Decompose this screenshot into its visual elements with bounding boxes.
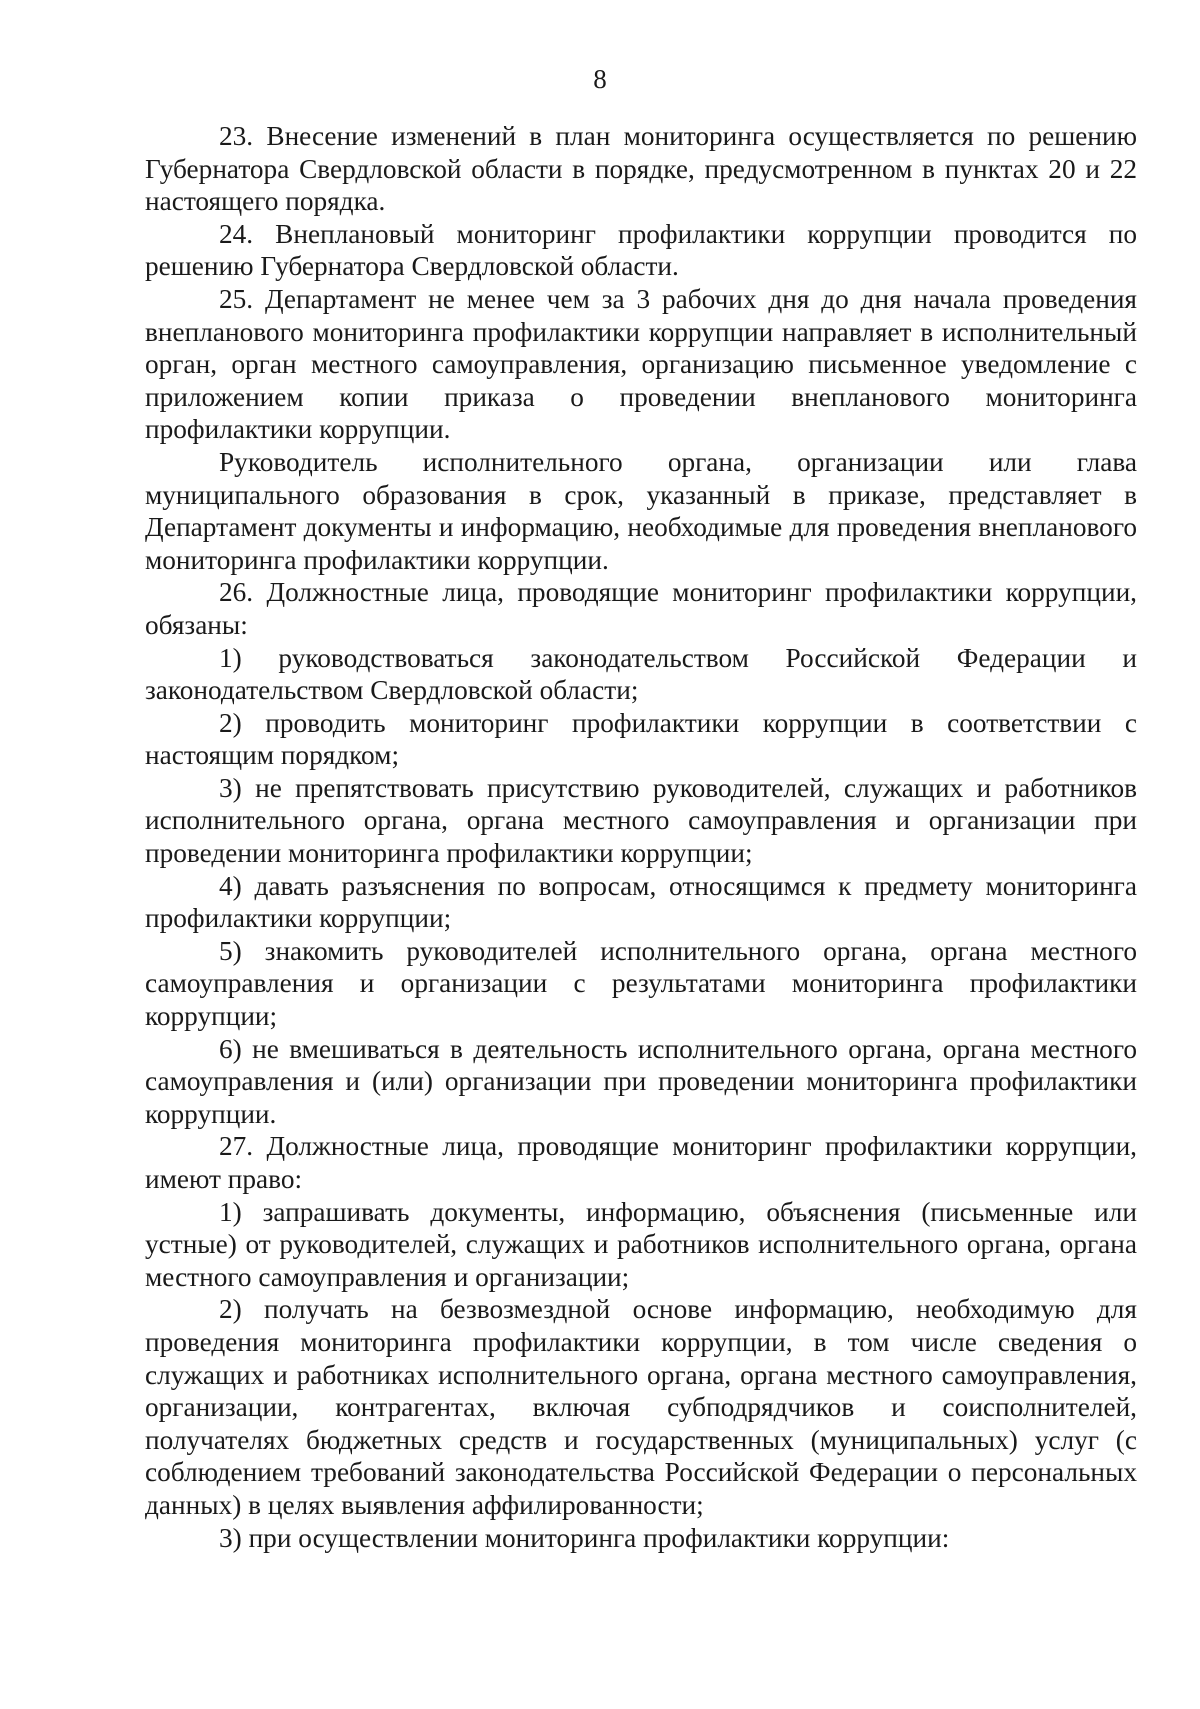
paragraph-23: 23. Внесение изменений в план мониторинга осуществляется по решению Губернатора Свердловской области в порядке, предусмотренном в пунктах 20 и 22 настоящего порядка. (145, 121, 1137, 217)
paragraph-27-item-2: 2) получать на безвозмездной основе информацию, необходимую для проведения мониторинга профилактики коррупции, в том числе сведения о служащих и работниках исполнительного органа, органа местного самоуправления, организации, контрагентах, включая субподрядчиков и соисполнителей, получателях бюджетных средств и государственных (муниципальных) услуг (с соблюдением требований законодательства Российской Федерации о персональных данных) в целях выявления аффилированности; (145, 1294, 1137, 1520)
paragraph-26-item-3: 3) не препятствовать присутствию руководителей, служащих и работников исполнительного органа, органа местного самоуправления и организации при проведении мониторинга профилактики коррупции; (145, 772, 1137, 869)
paragraph-26-item-1: 1) руководствоваться законодательством Российской Федерации и законодательством Свердловской области; (145, 642, 1137, 706)
paragraph-25-continuation: Руководитель исполнительного органа, организации или глава муниципального образования в срок, указанный в приказе, представляет в Департамент документы и информацию, необходимые для проведения внепланового мониторинга профилактики коррупции. (145, 446, 1137, 575)
paragraph-27-item-3: 3) при осуществлении мониторинга профилактики коррупции: (219, 1522, 950, 1553)
paragraph-27-item-1: 1) запрашивать документы, информацию, объяснения (письменные или устные) от руководителей, служащих и работников исполнительного органа, органа местного самоуправления и организации; (145, 1196, 1137, 1292)
document-body (145, 120, 1137, 1554)
page-number: 8 (593, 64, 607, 94)
paragraph-24: 24. Внеплановый мониторинг профилактики коррупции проводится по решению Губернатора Свердловской области. (145, 218, 1137, 282)
paragraph-26-item-5: 5) знакомить руководителей исполнительного органа, органа местного самоуправления и организации с результатами мониторинга профилактики коррупции; (145, 935, 1137, 1032)
paragraph-26: 26. Должностные лица, проводящие мониторинг профилактики коррупции, обязаны: (145, 577, 1137, 640)
paragraph-25: 25. Департамент не менее чем за 3 рабочих дня до дня начала проведения внепланового мониторинга профилактики коррупции направляет в исполнительный орган, орган местного самоуправления, организацию письменное уведомление с приложением копии приказа о проведении внепланового мониторинга профилактики коррупции. (145, 283, 1137, 445)
paragraph-27: 27. Должностные лица, проводящие мониторинг профилактики коррупции, имеют право: (145, 1131, 1137, 1194)
paragraph-26-item-4: 4) давать разъяснения по вопросам, относящимся к предмету мониторинга профилактики коррупции; (145, 870, 1137, 934)
paragraph-26-item-2: 2) проводить мониторинг профилактики коррупции в соответствии с настоящим порядком; (145, 707, 1137, 771)
paragraph-26-item-6: 6) не вмешиваться в деятельность исполнительного органа, органа местного самоуправления и (или) организации при проведении мониторинга профилактики коррупции. (145, 1033, 1137, 1129)
